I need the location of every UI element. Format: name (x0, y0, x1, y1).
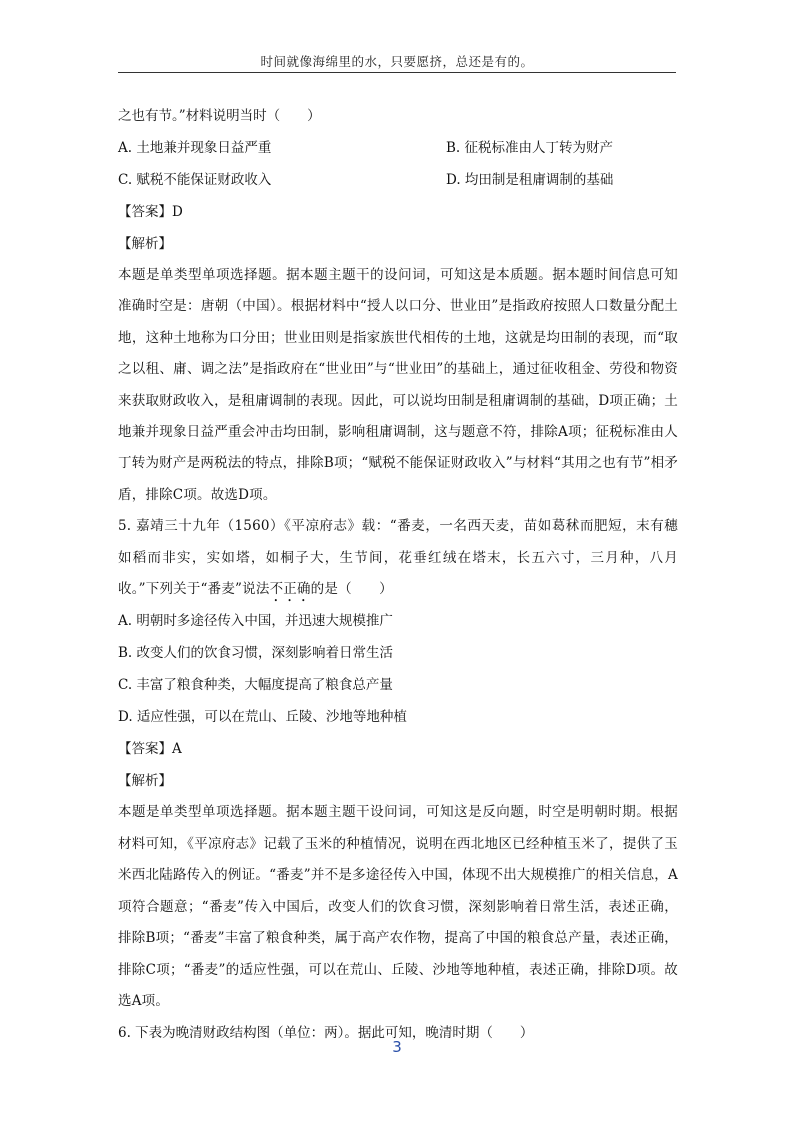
q4-options-row-1 (118, 132, 678, 164)
q4-option-a: A. 土地兼并现象日益严重 (118, 140, 272, 156)
q4-option-b: B. 征税标准由人丁转为财产 (446, 140, 614, 156)
q4-option-d: D. 均田制是租庸调制的基础 (446, 172, 614, 188)
q4-analysis-label: 【解析】 (118, 236, 172, 252)
q5-stem-before: 5. 嘉靖三十九年（1560）《平凉府志》载：“番麦，一名西天麦，苗如葛秫而肥短，末有穗如稻而非实，实如塔，如桐子大，生节间，花垂红绒在塔末，长五六寸，三月种，八月收。”下列关于“番麦”说法 (118, 518, 678, 598)
page-header-motto: 时间就像海绵里的水，只要愿挤，总还是有的。 (260, 54, 534, 69)
q5-analysis-text: 本题是单类型单项选择题。据本题主题干设问词，可知这是反向题，时空是明朝时期。根据材料可知，《平凉府志》记载了玉米的种植情况，说明在西北地区已经种植玉米了，提供了玉米西北陆路传入的例证。“番麦”并不是多途径传入中国，体现不出大规模推广的相关信息，A项符合题意；“番麦”传入中国后，改变人们的饮食习惯，深刻影响着日常生活，表述正确，排除B项；“番麦”丰富了粮食种类，属于高产农作物，提高了中国的粮食总产量，表述正确，排除C项；“番麦”的适应性强，可以在荒山、丘陵、沙地等地种植，表述正确，排除D项。故选A项。 (118, 804, 678, 1009)
q4-options-row-2 (118, 164, 678, 196)
q5-stem-emphasis: 不正确 (269, 581, 311, 598)
q4-stem-tail: 之也有节。”材料说明当时（ ） (118, 108, 321, 124)
document-body (118, 100, 678, 1049)
page-number: 3 (392, 1038, 402, 1056)
q5-option-c: C. 丰富了粮食种类，大幅度提高了粮食总产量 (118, 677, 393, 694)
q4-analysis-text: 本题是单类型单项选择题。据本题主题干的设问词，可知这是本质题。据本题时间信息可知准确时空是：唐朝（中国）。根据材料中“授人以口分、世业田”是指政府按照人口数量分配土地，这种土地称为口分田；世业田则是指家族世代相传的土地，这就是均田制的表现，而“取之以租、庸、调之法”是指政府在“世业田”与“世业田”的基础上，通过征收租金、劳役和物资来获取财政收入，是租庸调制的表现。因此，可以说均田制是租庸调制的基础，D项正确；土地兼并现象日益严重会冲击均田制，影响租庸调制，这与题意不符，排除A项；征税标准由人丁转为财产是两税法的特点，排除B项；“赋税不能保证财政收入”与材料“其用之也有节”相矛盾，排除C项。故选D项。 (118, 267, 678, 503)
header-divider (118, 72, 676, 73)
q5-analysis-label: 【解析】 (118, 773, 172, 790)
q5-answer: 【答案】A (118, 741, 182, 758)
q4-option-c: C. 赋税不能保证财政收入 (118, 172, 272, 188)
q5-option-b: B. 改变人们的饮食习惯，深刻影响着日常生活 (118, 645, 394, 662)
q5-option-d: D. 适应性强，可以在荒山、丘陵、沙地等地种植 (118, 709, 407, 726)
q6-stem: 6. 下表为晚清财政结构图（单位：两）。据此可知，晚清时期（ ） (118, 1025, 534, 1042)
q5-stem-after: 的是（ ） (310, 581, 393, 598)
q4-answer: 【答案】D (118, 204, 183, 220)
q5-option-a: A. 明朝时多途径传入中国，并迅速大规模推广 (118, 613, 393, 630)
q5-stem (118, 511, 678, 605)
